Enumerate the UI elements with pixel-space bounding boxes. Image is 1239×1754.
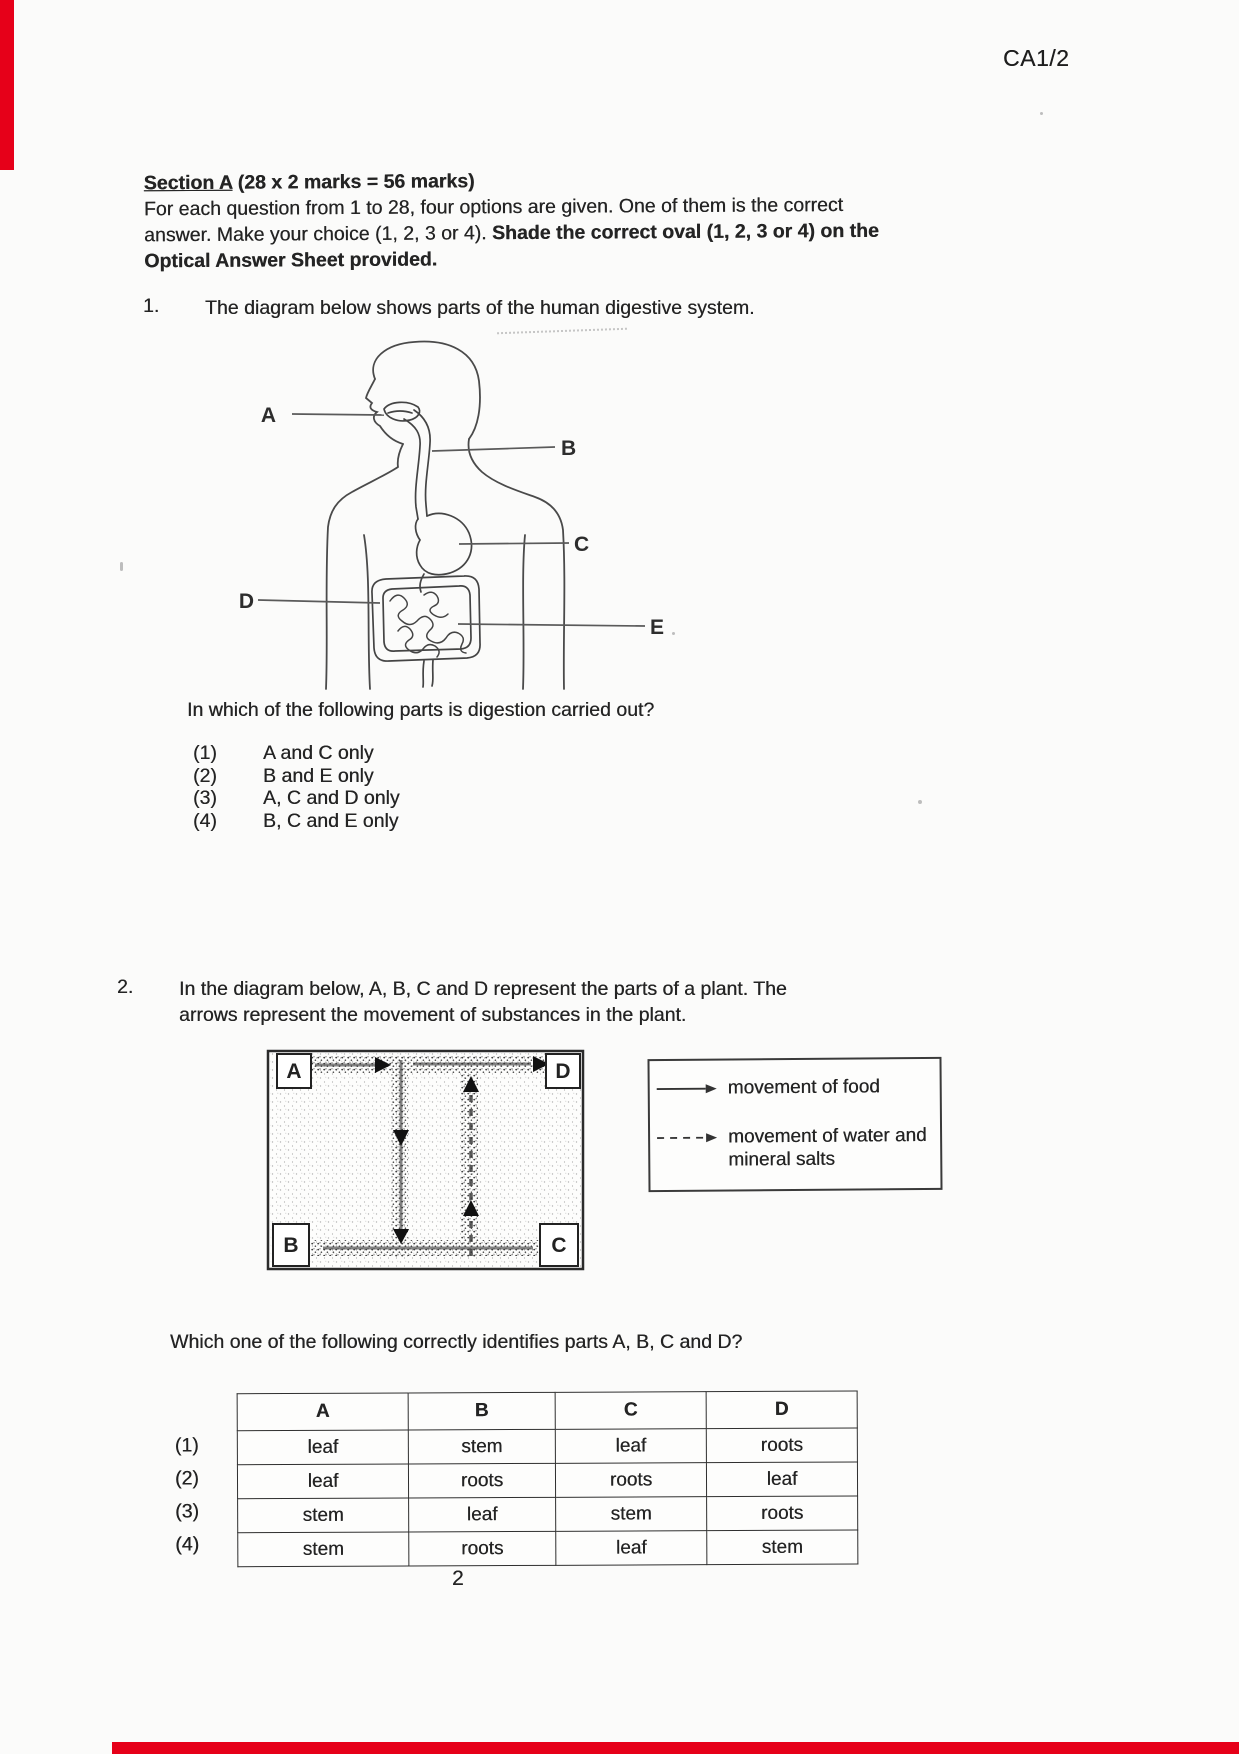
table-row-label: (2)	[174, 1467, 199, 1490]
table-row-label: (4)	[175, 1533, 200, 1556]
option-number: (1)	[193, 742, 217, 765]
plant-label-a: A	[286, 1060, 302, 1083]
digestive-label-b: B	[561, 437, 577, 460]
plant-label-c: C	[551, 1234, 567, 1257]
legend-entry-water	[656, 1124, 940, 1172]
question-1-text: The diagram below shows parts of the human digestive system.	[205, 297, 755, 319]
table-cell: leaf	[237, 1464, 408, 1499]
body-outline	[326, 342, 564, 689]
section-a-marks: (28 x 2 marks = 56 marks)	[232, 170, 475, 194]
instructions-bold: Shade the correct oval (1, 2, 3 or 4) on the Optical Answer Sheet provided.	[144, 219, 879, 273]
table-row	[237, 1462, 857, 1499]
red-scan-bar-bottom	[112, 1742, 1239, 1754]
digestive-label-a: A	[260, 404, 276, 427]
table-header: B	[408, 1392, 555, 1430]
scan-speck	[120, 562, 123, 571]
table-cell: stem	[556, 1497, 707, 1532]
table-cell: stem	[707, 1530, 858, 1565]
answer-table	[237, 1391, 859, 1568]
right-arrow-dashed-icon	[656, 1131, 720, 1146]
table-cell: roots	[409, 1531, 556, 1566]
option-number: (4)	[193, 810, 217, 833]
question-2-text-line1: In the diagram below, A, B, C and D represent the parts of a plant. The	[179, 978, 787, 1000]
scan-speck	[918, 800, 922, 804]
table-cell: stem	[408, 1429, 555, 1464]
table-cell: leaf	[555, 1429, 706, 1464]
table-header: C	[555, 1392, 706, 1430]
table-row-labels	[175, 1393, 238, 1567]
plant-diagram-frame	[268, 1051, 583, 1269]
option-row	[193, 787, 400, 810]
legend-box	[647, 1057, 942, 1192]
table-cell: stem	[238, 1498, 409, 1533]
table-header: A	[237, 1393, 408, 1431]
page-number: 2	[452, 1567, 464, 1590]
table-cell: stem	[238, 1532, 409, 1567]
question-1-prompt: In which of the following parts is digestion carried out?	[187, 699, 655, 721]
legend-food-label: movement of food	[727, 1076, 880, 1099]
table-cell: roots	[408, 1463, 555, 1498]
answer-table-block	[175, 1391, 859, 1568]
question-1-options	[193, 742, 400, 832]
option-text: A and C only	[263, 742, 374, 765]
table-row-label: (3)	[175, 1500, 200, 1523]
question-1-number: 1.	[143, 295, 160, 317]
instructions-regular: For each question from 1 to 28, four options are given. One of them is the correct answer. Make your choice (1, 2, 3 or 4).	[143, 194, 844, 247]
legend-water-label: movement of water and mineral salts	[728, 1124, 927, 1171]
digestive-label-e: E	[650, 616, 665, 639]
question-2-prompt: Which one of the following correctly identifies parts A, B, C and D?	[170, 1331, 743, 1353]
table-row	[237, 1428, 857, 1465]
table-cell: leaf	[556, 1531, 707, 1566]
section-a-title: Section A	[143, 171, 233, 195]
option-number: (2)	[193, 764, 217, 787]
table-cell: leaf	[237, 1430, 408, 1465]
table-cell: roots	[707, 1496, 858, 1531]
table-header-row	[237, 1391, 857, 1431]
option-text: B, C and E only	[263, 810, 399, 833]
table-cell: leaf	[706, 1462, 857, 1497]
red-scan-bar-top-left	[0, 0, 14, 170]
question-2-number: 2.	[117, 976, 134, 998]
table-cell: roots	[706, 1428, 857, 1463]
legend-entry-food	[656, 1075, 940, 1100]
section-a-block	[144, 166, 897, 275]
plant-label-d: D	[555, 1060, 571, 1083]
table-cell: leaf	[409, 1497, 556, 1532]
plant-diagram	[263, 1044, 593, 1279]
question-2-text	[179, 976, 889, 1028]
option-text: B and E only	[263, 764, 374, 787]
digestive-label-d: D	[238, 590, 254, 613]
digestive-system-diagram	[228, 333, 698, 690]
table-header: D	[706, 1391, 857, 1429]
table-cell: roots	[555, 1463, 706, 1498]
digestive-label-c: C	[574, 533, 590, 556]
option-text: A, C and D only	[263, 787, 400, 810]
question-2-text-line2: arrows represent the movement of substances in the plant.	[179, 1004, 687, 1026]
option-row	[193, 765, 400, 788]
leader-lines	[258, 414, 645, 626]
scan-speck	[1040, 112, 1043, 115]
option-row	[193, 810, 400, 833]
instructions	[144, 192, 896, 275]
option-number: (3)	[193, 787, 217, 810]
table-row	[238, 1530, 858, 1567]
table-row-label: (1)	[174, 1434, 199, 1457]
right-arrow-solid-icon	[656, 1082, 720, 1097]
page-code: CA1/2	[1003, 45, 1070, 71]
plant-label-b: B	[283, 1234, 299, 1257]
option-row	[193, 742, 400, 765]
table-row	[238, 1496, 858, 1533]
